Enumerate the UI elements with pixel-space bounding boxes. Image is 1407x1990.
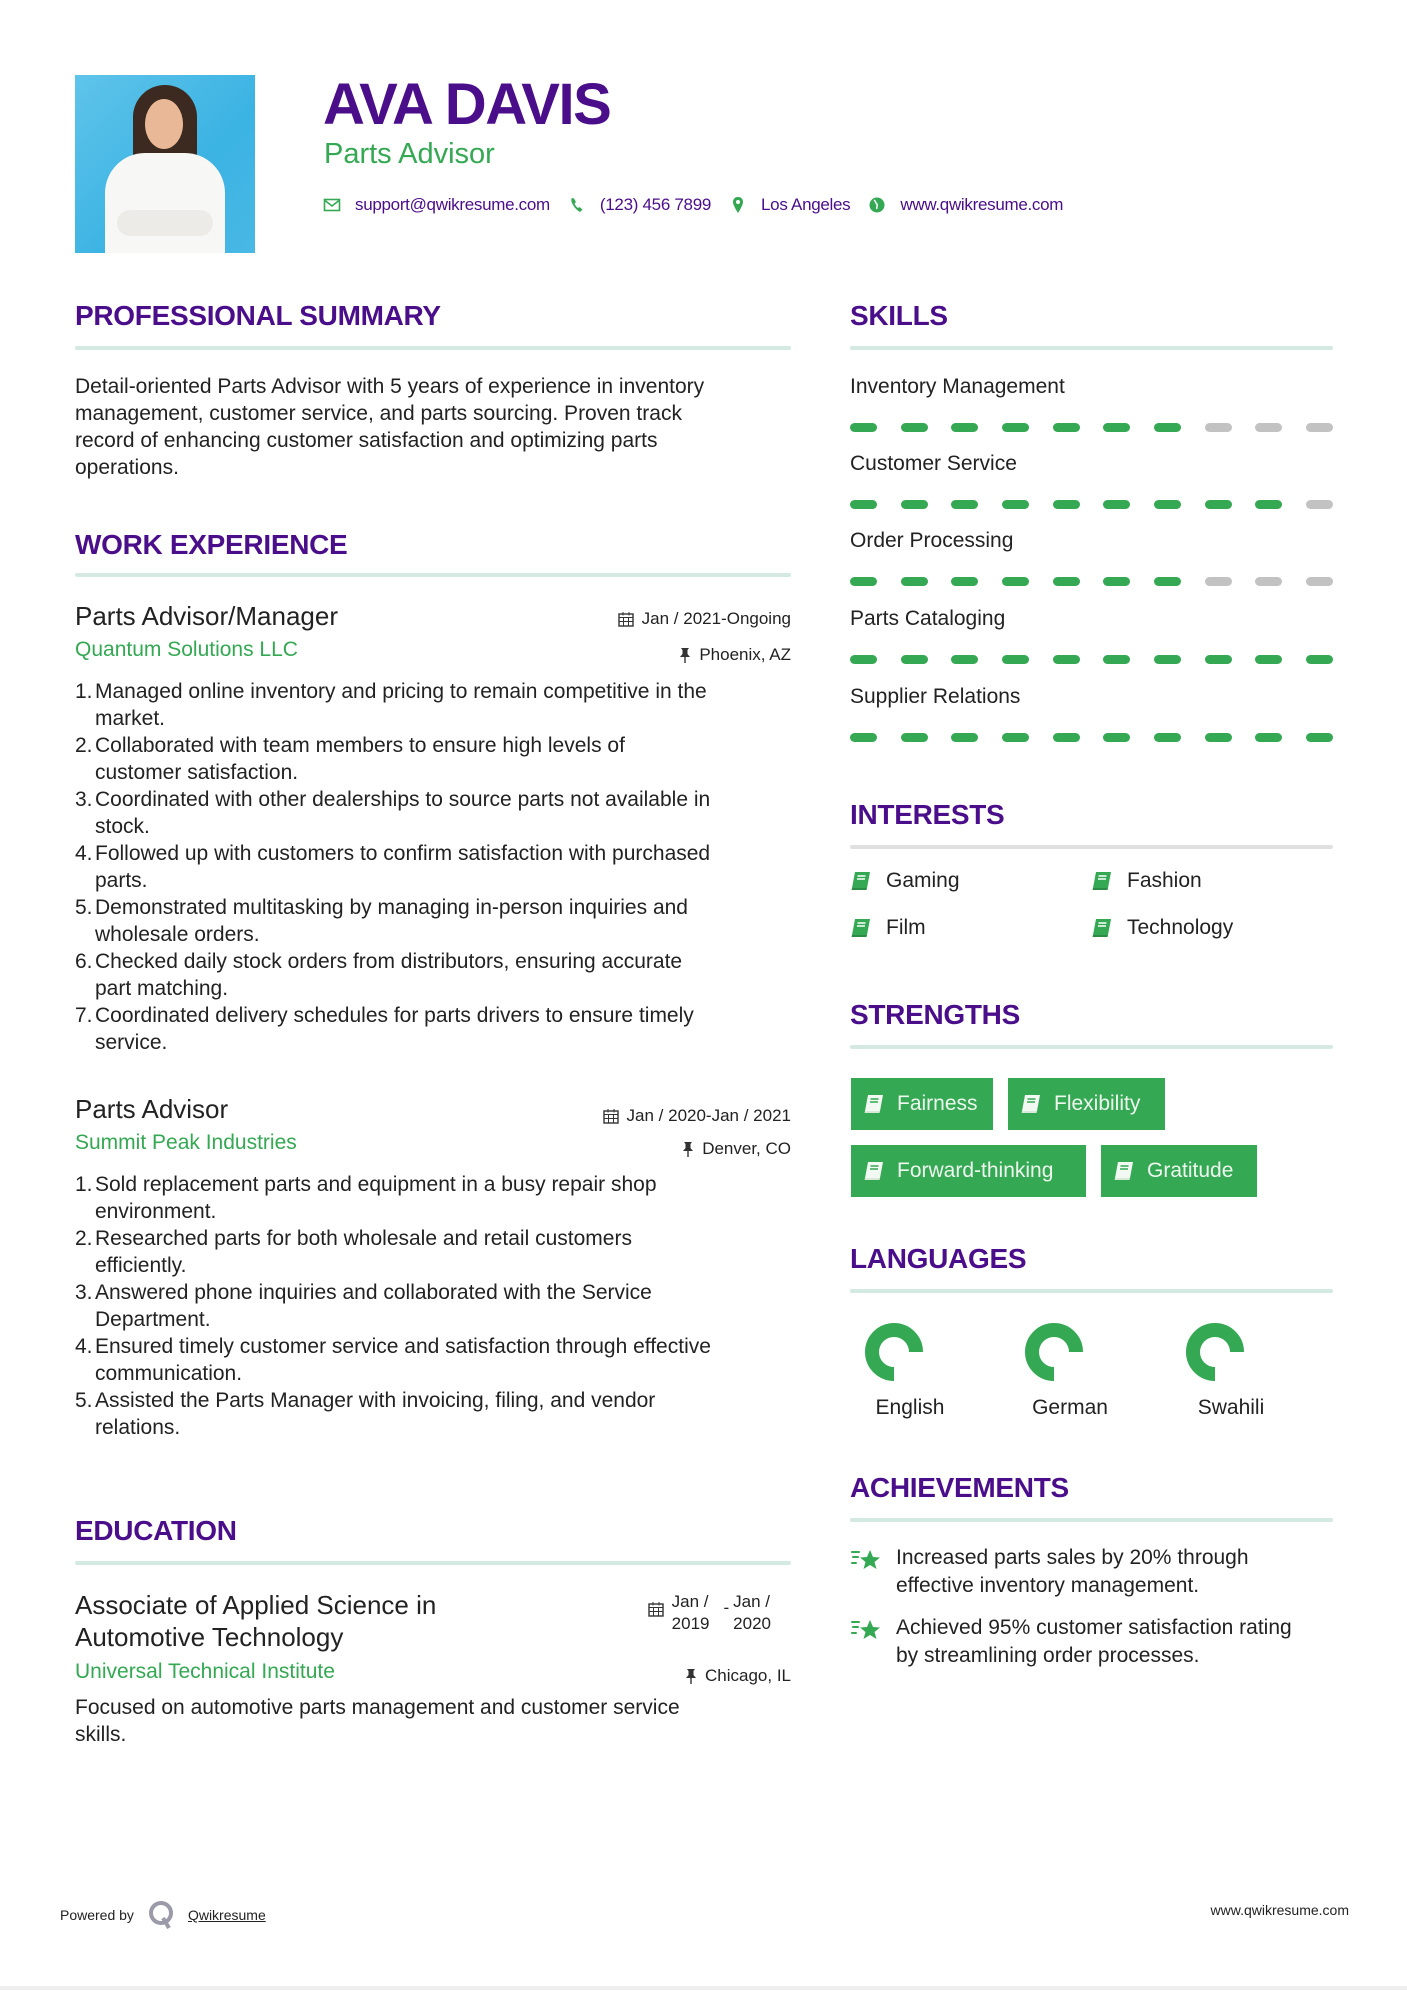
duty-item: 2. Collaborated with team members to ensure high levels of customer satisfaction. xyxy=(75,734,625,784)
book-icon xyxy=(1091,871,1113,891)
book-icon xyxy=(850,918,872,938)
page-bottom-edge xyxy=(0,1986,1407,1990)
book-icon xyxy=(1091,918,1113,938)
rating-dash-filled xyxy=(901,577,928,586)
rating-dash-filled xyxy=(1002,655,1029,664)
proficiency-ring-icon xyxy=(1171,1321,1291,1383)
rating-dash-filled xyxy=(1002,500,1029,509)
rating-dash-filled xyxy=(1103,655,1130,664)
rating-dash-filled xyxy=(1103,733,1130,742)
rating-dash-filled xyxy=(901,733,928,742)
skill-rating-bar xyxy=(850,655,1333,664)
duty-item: 6. Checked daily stock orders from distributors, ensuring accurate part matching. xyxy=(75,950,683,1000)
rating-dash-filled xyxy=(951,423,978,432)
pushpin-icon xyxy=(682,1141,694,1157)
duty-item: 5. Assisted the Parts Manager with invoicing, filing, and vendor relations. xyxy=(75,1389,656,1439)
education-end: Jan / 2020 xyxy=(733,1592,771,1633)
summary-text: Detail-oriented Parts Advisor with 5 years of experience in inventory management, customer service, and parts sourcing. Proven track record of enhancing customer satisfaction and optimizing parts operations. xyxy=(75,375,705,479)
contact-email[interactable]: support@qwikresume.com xyxy=(355,195,550,214)
skill-item xyxy=(850,684,1333,742)
rating-dash-empty xyxy=(1306,423,1333,432)
job-dates: Jan / 2020-Jan / 2021 xyxy=(603,1105,791,1127)
rating-dash-filled xyxy=(1002,423,1029,432)
rating-dash-filled xyxy=(951,733,978,742)
strength-chip: Gratitude xyxy=(1101,1145,1257,1197)
job-company: Summit Peak Industries xyxy=(75,1131,297,1154)
job-title: Parts Advisor/Manager xyxy=(75,601,339,631)
skill-item xyxy=(850,451,1333,509)
rating-dash-filled xyxy=(1154,733,1181,742)
rating-dash-filled xyxy=(901,655,928,664)
rating-dash-filled xyxy=(951,577,978,586)
contact-phone[interactable]: (123) 456 7899 xyxy=(599,195,712,214)
education-location: Chicago, IL xyxy=(685,1665,791,1687)
shooting-star-icon xyxy=(850,1547,882,1573)
section-divider xyxy=(850,1045,1333,1049)
contact-bar xyxy=(323,192,1081,218)
skill-item xyxy=(850,606,1333,664)
duty-item: 1. Sold replacement parts and equipment in a busy repair shop environment. xyxy=(75,1173,657,1223)
rating-dash-filled xyxy=(1154,500,1181,509)
language-item: English xyxy=(850,1321,970,1420)
job-location: Phoenix, AZ xyxy=(679,644,791,666)
skill-name: Inventory Management xyxy=(850,375,1065,398)
book-icon xyxy=(1020,1094,1042,1114)
rating-dash-filled xyxy=(1154,577,1181,586)
calendar-icon xyxy=(618,611,634,627)
qwikresume-link[interactable]: Qwikresume xyxy=(187,1907,266,1923)
contact-location: Los Angeles xyxy=(761,195,851,214)
skill-item xyxy=(850,374,1333,432)
section-heading-interests: INTERESTS xyxy=(850,799,1005,830)
skill-rating-bar xyxy=(850,423,1333,432)
rating-dash-filled xyxy=(1306,655,1333,664)
duty-item: 5. Demonstrated multitasking by managing in-person inquiries and wholesale orders. xyxy=(75,896,688,946)
achievement-item: Increased parts sales by 20% through effective inventory management. xyxy=(850,1544,1333,1600)
duty-item: 4. Followed up with customers to confirm satisfaction with purchased parts. xyxy=(75,842,711,892)
rating-dash-filled xyxy=(1053,423,1080,432)
phone-icon xyxy=(568,196,586,214)
section-heading-strengths: STRENGTHS xyxy=(850,999,1020,1030)
job-entry xyxy=(75,600,791,1056)
rating-dash-filled xyxy=(1053,577,1080,586)
interest-item: Film xyxy=(850,916,926,940)
duty-item: 3. Answered phone inquiries and collaborated with the Service Department. xyxy=(75,1281,652,1331)
skill-rating-bar xyxy=(850,577,1333,586)
skill-rating-bar xyxy=(850,500,1333,509)
rating-dash-filled xyxy=(850,423,877,432)
strength-chip: Flexibility xyxy=(1008,1078,1165,1130)
book-icon xyxy=(863,1161,885,1181)
section-divider xyxy=(75,1561,791,1565)
education-entry xyxy=(75,1589,791,1748)
job-company: Quantum Solutions LLC xyxy=(75,638,298,661)
job-title: Parts Advisor xyxy=(75,1094,229,1124)
book-icon xyxy=(863,1094,885,1114)
map-marker-icon xyxy=(729,196,747,214)
rating-dash-filled xyxy=(1205,733,1232,742)
rating-dash-filled xyxy=(1205,500,1232,509)
rating-dash-empty xyxy=(1255,423,1282,432)
strength-chip: Fairness xyxy=(851,1078,993,1130)
skill-rating-bar xyxy=(850,733,1333,742)
rating-dash-filled xyxy=(1255,733,1282,742)
pushpin-icon xyxy=(685,1668,697,1684)
rating-dash-empty xyxy=(1306,500,1333,509)
rating-dash-filled xyxy=(1154,655,1181,664)
rating-dash-filled xyxy=(901,423,928,432)
degree-title: Associate of Applied Science in Automotive Technology xyxy=(75,1590,437,1652)
rating-dash-filled xyxy=(850,500,877,509)
job-location: Denver, CO xyxy=(682,1138,791,1160)
skill-name: Customer Service xyxy=(850,452,1017,475)
education-dates: Jan / 2019 - Jan / 2020 xyxy=(648,1591,771,1635)
rating-dash-filled xyxy=(1053,500,1080,509)
section-divider xyxy=(850,1289,1333,1293)
rating-dash-filled xyxy=(1255,655,1282,664)
rating-dash-filled xyxy=(1103,423,1130,432)
section-divider xyxy=(850,346,1333,350)
skill-name: Order Processing xyxy=(850,529,1014,552)
rating-dash-filled xyxy=(850,577,877,586)
rating-dash-empty xyxy=(1205,577,1232,586)
section-divider xyxy=(75,346,791,350)
rating-dash-empty xyxy=(1255,577,1282,586)
duty-item: 7. Coordinated delivery schedules for parts drivers to ensure timely service. xyxy=(75,1004,694,1054)
rating-dash-filled xyxy=(1103,577,1130,586)
section-heading-experience: WORK EXPERIENCE xyxy=(75,529,348,560)
proficiency-ring-icon xyxy=(850,1321,970,1383)
section-heading-achievements: ACHIEVEMENTS xyxy=(850,1472,1069,1503)
rating-dash-filled xyxy=(850,733,877,742)
candidate-role: Parts Advisor xyxy=(324,138,495,170)
profile-photo xyxy=(75,75,255,253)
rating-dash-filled xyxy=(1103,500,1130,509)
rating-dash-filled xyxy=(951,655,978,664)
footer-website[interactable]: www.qwikresume.com xyxy=(1210,1902,1349,1918)
book-icon xyxy=(850,871,872,891)
rating-dash-filled xyxy=(1002,733,1029,742)
rating-dash-empty xyxy=(1306,577,1333,586)
section-heading-skills: SKILLS xyxy=(850,300,948,331)
globe-icon xyxy=(868,196,886,214)
pushpin-icon xyxy=(679,647,691,663)
rating-dash-filled xyxy=(850,655,877,664)
job-dates: Jan / 2021-Ongoing xyxy=(618,608,791,630)
interest-item: Fashion xyxy=(1091,869,1202,893)
duty-item: 4. Ensured timely customer service and satisfaction through effective communication. xyxy=(75,1335,711,1385)
duty-item: 2. Researched parts for both wholesale and retail customers efficiently. xyxy=(75,1227,632,1277)
duty-item: 3. Coordinated with other dealerships to source parts not available in stock. xyxy=(75,788,711,838)
school-name: Universal Technical Institute xyxy=(75,1660,335,1683)
job-entry xyxy=(75,1093,791,1441)
achievement-item: Achieved 95% customer satisfaction rating by streamlining order processes. xyxy=(850,1614,1333,1670)
rating-dash-filled xyxy=(1053,655,1080,664)
contact-website[interactable]: www.qwikresume.com xyxy=(900,195,1064,214)
shooting-star-icon xyxy=(850,1617,882,1643)
education-description: Focused on automotive parts management and customer service skills. xyxy=(75,1696,680,1746)
skill-name: Parts Cataloging xyxy=(850,607,1006,630)
footer-powered-by: Powered by Qwikresume xyxy=(60,1900,266,1930)
rating-dash-filled xyxy=(1255,500,1282,509)
section-divider xyxy=(850,845,1333,849)
section-heading-languages: LANGUAGES xyxy=(850,1243,1027,1274)
rating-dash-filled xyxy=(1002,577,1029,586)
duty-list xyxy=(75,1171,791,1441)
rating-dash-filled xyxy=(951,500,978,509)
section-heading-education: EDUCATION xyxy=(75,1515,237,1546)
rating-dash-empty xyxy=(1205,423,1232,432)
rating-dash-filled xyxy=(1306,733,1333,742)
rating-dash-filled xyxy=(901,500,928,509)
duty-list xyxy=(75,678,791,1056)
language-item: Swahili xyxy=(1171,1321,1291,1420)
strength-chip: Forward-thinking xyxy=(851,1145,1086,1197)
interest-item: Technology xyxy=(1091,916,1233,940)
calendar-icon xyxy=(603,1108,619,1124)
section-divider xyxy=(850,1518,1333,1522)
candidate-name: AVA DAVIS xyxy=(323,72,611,137)
language-item: German xyxy=(1010,1321,1130,1420)
section-divider xyxy=(75,573,791,577)
interest-item: Gaming xyxy=(850,869,960,893)
education-start: Jan / 2019 xyxy=(671,1592,710,1633)
rating-dash-filled xyxy=(1205,655,1232,664)
duty-item: 1. Managed online inventory and pricing to remain competitive in the market. xyxy=(75,680,707,730)
rating-dash-filled xyxy=(1154,423,1181,432)
envelope-icon xyxy=(323,196,341,214)
skill-name: Supplier Relations xyxy=(850,685,1021,708)
rating-dash-filled xyxy=(1053,733,1080,742)
proficiency-ring-icon xyxy=(1010,1321,1130,1383)
book-icon xyxy=(1113,1161,1135,1181)
section-heading-summary: PROFESSIONAL SUMMARY xyxy=(75,300,441,331)
qwikresume-logo-icon xyxy=(148,1900,176,1930)
calendar-icon xyxy=(648,1601,664,1617)
skill-item xyxy=(850,528,1333,586)
